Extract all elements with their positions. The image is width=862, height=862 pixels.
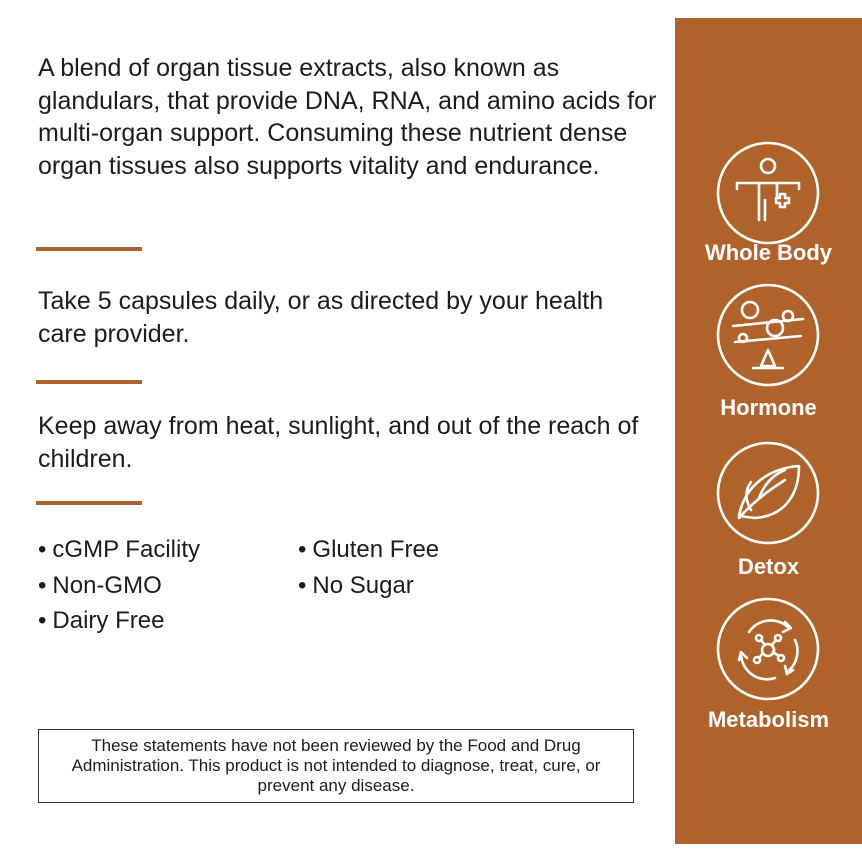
storage-warning: Keep away from heat, sunlight, and out of the reach of children. (38, 412, 639, 473)
leaf-icon (715, 440, 821, 546)
hormone-balance-icon (715, 282, 821, 388)
fda-disclaimer-text: These statements have not been reviewed by the Food and Drug Administration. This product is not intended to diagnose, treat, cure, or prevent any disease. (71, 736, 601, 795)
metabolism-cycle-icon (715, 596, 821, 702)
bullet: • (38, 572, 47, 599)
benefit-label: Hormone (720, 395, 817, 420)
feature-label: Non-GMO (52, 572, 162, 599)
benefit-label: Detox (737, 554, 800, 579)
bullet: • (298, 572, 307, 599)
feature-label: No Sugar (312, 572, 414, 599)
section-divider (36, 247, 142, 251)
whole-body-icon (715, 140, 821, 246)
benefit-label: Metabolism (707, 707, 830, 732)
usage-directions: Take 5 capsules daily, or as directed by your health care provider. (38, 287, 604, 348)
feature-item (298, 571, 414, 601)
section-divider (36, 380, 142, 384)
feature-item (38, 535, 200, 565)
feature-label: Gluten Free (312, 536, 440, 563)
product-description: A blend of organ tissue extracts, also known as glandulars, that provide DNA, RNA, and amino acids for multi-organ support. Consuming these nutrient dense organ tissues also supports vitality and endurance. (38, 54, 657, 180)
fda-disclaimer-box (38, 729, 634, 803)
feature-item (298, 535, 439, 565)
bullet: • (38, 536, 47, 563)
feature-label: Dairy Free (52, 607, 165, 634)
benefits-sidebar (675, 18, 862, 844)
bullet: • (298, 536, 307, 563)
benefit-label: Whole Body (704, 240, 833, 265)
feature-item (38, 571, 162, 601)
bullet: • (38, 607, 47, 634)
feature-label: cGMP Facility (52, 536, 200, 563)
feature-item (38, 606, 164, 636)
section-divider (36, 501, 142, 505)
